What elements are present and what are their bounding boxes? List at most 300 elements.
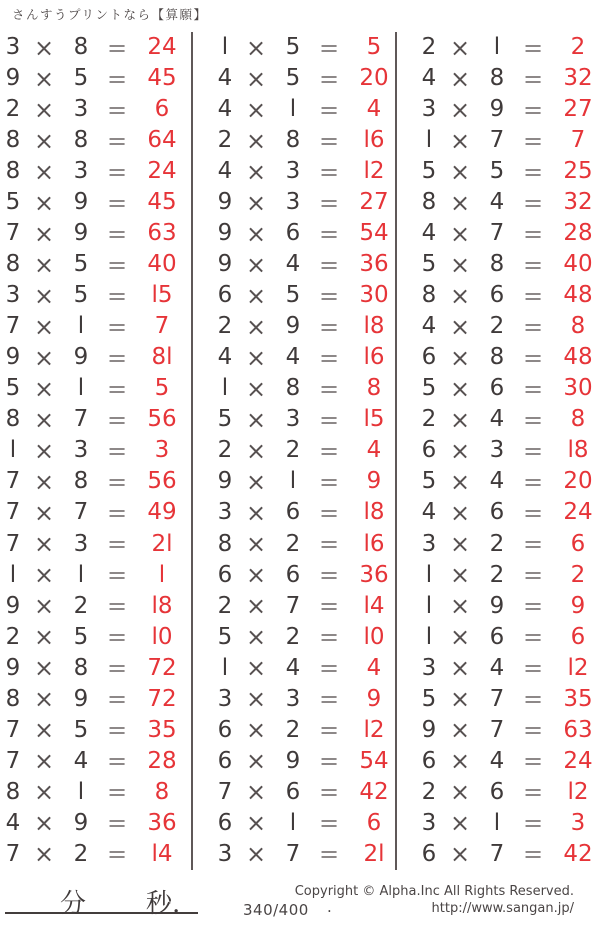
times-sign: × [449, 95, 471, 124]
operand-b: 6 [285, 778, 301, 805]
operand-b: 5 [285, 34, 301, 61]
operand-b: 4 [285, 344, 301, 371]
operand-b: l [493, 34, 501, 61]
operand-b: 3 [73, 158, 89, 185]
times-sign: × [33, 250, 55, 279]
times-sign: × [449, 33, 471, 62]
answer: 45 [147, 65, 177, 92]
times-sign: × [33, 592, 55, 621]
times-sign: × [33, 623, 55, 652]
equals-sign: = [106, 219, 128, 248]
answer: 32 [563, 189, 593, 216]
operand-b: 2 [73, 840, 89, 867]
times-sign: × [245, 561, 267, 590]
answer: 2l [151, 530, 173, 557]
answer: 8 [570, 406, 586, 433]
answer: 2 [570, 561, 586, 588]
operand-a: 8 [5, 127, 21, 154]
operand-a: 7 [5, 313, 21, 340]
problem-row [397, 529, 600, 560]
times-sign: × [33, 498, 55, 527]
times-sign: × [245, 188, 267, 217]
operand-b: 4 [489, 654, 505, 681]
equals-sign: = [106, 312, 128, 341]
answer: 40 [147, 251, 177, 278]
times-sign: × [449, 778, 471, 807]
times-sign: × [33, 561, 55, 590]
operand-a: 2 [421, 34, 437, 61]
operand-b: l [77, 561, 85, 588]
equals-sign: = [106, 561, 128, 590]
problem-row [0, 342, 191, 373]
operand-b: 7 [285, 840, 301, 867]
times-sign: × [245, 716, 267, 745]
times-sign: × [245, 343, 267, 372]
problem-row [0, 808, 191, 839]
operand-b: 7 [489, 220, 505, 247]
operand-b: 8 [489, 251, 505, 278]
equals-sign: = [522, 778, 544, 807]
answer: 35 [147, 716, 177, 743]
problem-row [0, 746, 191, 777]
times-sign: × [33, 809, 55, 838]
operand-b: l [77, 778, 85, 805]
problem-row [397, 311, 600, 342]
times-sign: × [245, 436, 267, 465]
answer: 6 [154, 96, 170, 123]
operand-a: 4 [421, 313, 437, 340]
operand-b: l [289, 809, 297, 836]
answer: 4 [366, 96, 382, 123]
operand-b: 3 [73, 96, 89, 123]
times-sign: × [33, 747, 55, 776]
times-sign: × [449, 623, 471, 652]
answer: l8 [567, 437, 589, 464]
times-sign: × [33, 33, 55, 62]
problem-row [397, 280, 600, 311]
operand-a: 5 [421, 468, 437, 495]
problem-row [397, 808, 600, 839]
equals-sign: = [318, 685, 340, 714]
problem-row [397, 156, 600, 187]
operand-a: 6 [217, 809, 233, 836]
answer: 8 [154, 778, 170, 805]
problem-row [0, 622, 191, 653]
operand-a: 4 [217, 96, 233, 123]
answer: 54 [359, 747, 389, 774]
copyright-text: Copyright © Alpha.Inc All Rights Reserved. [294, 884, 574, 899]
answer: 72 [147, 685, 177, 712]
operand-a: l [425, 561, 433, 588]
operand-b: 9 [73, 685, 89, 712]
answer: 24 [563, 747, 593, 774]
equals-sign: = [522, 809, 544, 838]
times-sign: × [33, 157, 55, 186]
times-sign: × [245, 685, 267, 714]
problem-row [193, 249, 395, 280]
answer: 32 [563, 65, 593, 92]
equals-sign: = [522, 436, 544, 465]
operand-a: 7 [5, 747, 21, 774]
equals-sign: = [318, 436, 340, 465]
problem-row [193, 653, 395, 684]
problem-row [0, 591, 191, 622]
equals-sign: = [106, 157, 128, 186]
answer: 25 [563, 158, 593, 185]
operand-a: 2 [217, 127, 233, 154]
operand-a: 9 [217, 220, 233, 247]
answer: 63 [147, 220, 177, 247]
times-sign: × [33, 840, 55, 869]
times-sign: × [245, 374, 267, 403]
equals-sign: = [522, 623, 544, 652]
operand-a: 2 [421, 406, 437, 433]
answer: 36 [359, 251, 389, 278]
operand-b: 8 [73, 468, 89, 495]
problem-row [0, 404, 191, 435]
operand-a: 5 [5, 375, 21, 402]
operand-a: 8 [5, 251, 21, 278]
answer: 6 [366, 809, 382, 836]
page-title: さんすうプリントなら【算願】 [12, 7, 208, 22]
answer: l2 [363, 716, 385, 743]
equals-sign: = [522, 716, 544, 745]
equals-sign: = [318, 747, 340, 776]
operand-a: 3 [421, 530, 437, 557]
times-sign: × [245, 654, 267, 683]
problem-row [397, 560, 600, 591]
answer: 20 [563, 468, 593, 495]
equals-sign: = [522, 840, 544, 869]
equals-sign: = [318, 778, 340, 807]
operand-b: 3 [73, 530, 89, 557]
problems-column-2 [191, 32, 397, 870]
times-sign: × [449, 219, 471, 248]
operand-a: 3 [421, 96, 437, 123]
answer: 3 [570, 809, 586, 836]
answer: 56 [147, 406, 177, 433]
problem-row [193, 404, 395, 435]
operand-b: 4 [489, 406, 505, 433]
equals-sign: = [318, 840, 340, 869]
problem-row [193, 94, 395, 125]
times-sign: × [449, 126, 471, 155]
operand-b: 7 [285, 592, 301, 619]
operand-b: 5 [73, 251, 89, 278]
times-sign: × [245, 623, 267, 652]
operand-a: 8 [5, 685, 21, 712]
answer: 35 [563, 685, 593, 712]
equals-sign: = [318, 312, 340, 341]
times-sign: × [245, 281, 267, 310]
equals-sign: = [318, 126, 340, 155]
operand-a: 6 [421, 437, 437, 464]
equals-sign: = [106, 685, 128, 714]
equals-sign: = [318, 374, 340, 403]
times-sign: × [449, 747, 471, 776]
times-sign: × [33, 64, 55, 93]
operand-a: 7 [5, 530, 21, 557]
operand-b: 4 [489, 468, 505, 495]
times-sign: × [449, 250, 471, 279]
answer: 9 [366, 685, 382, 712]
answer: 72 [147, 654, 177, 681]
equals-sign: = [318, 405, 340, 434]
equals-sign: = [106, 840, 128, 869]
times-sign: × [449, 654, 471, 683]
times-sign: × [245, 592, 267, 621]
equals-sign: = [318, 561, 340, 590]
answer: l4 [363, 592, 385, 619]
answer: l8 [151, 592, 173, 619]
problem-row [397, 249, 600, 280]
operand-b: 4 [285, 654, 301, 681]
equals-sign: = [106, 436, 128, 465]
operand-b: 9 [73, 344, 89, 371]
operand-a: 8 [5, 778, 21, 805]
operand-a: 2 [5, 623, 21, 650]
operand-a: 8 [5, 158, 21, 185]
operand-a: 9 [5, 654, 21, 681]
problem-row [0, 156, 191, 187]
operand-a: 4 [421, 499, 437, 526]
equals-sign: = [106, 654, 128, 683]
answer: 42 [359, 778, 389, 805]
operand-a: l [425, 623, 433, 650]
operand-b: 9 [73, 220, 89, 247]
answer: l5 [363, 406, 385, 433]
problem-row [193, 125, 395, 156]
operand-a: 2 [421, 778, 437, 805]
equals-sign: = [522, 747, 544, 776]
equals-sign: = [318, 33, 340, 62]
problem-row [193, 156, 395, 187]
equals-sign: = [318, 250, 340, 279]
answer: 48 [563, 282, 593, 309]
answer: 28 [563, 220, 593, 247]
answer: 45 [147, 189, 177, 216]
copyright-block [295, 884, 574, 917]
problem-row [397, 94, 600, 125]
times-sign: × [245, 778, 267, 807]
operand-a: 9 [217, 251, 233, 278]
times-sign: × [449, 64, 471, 93]
times-sign: × [33, 778, 55, 807]
operand-a: l [425, 127, 433, 154]
equals-sign: = [106, 809, 128, 838]
operand-b: 7 [489, 840, 505, 867]
equals-sign: = [106, 530, 128, 559]
equals-sign: = [106, 374, 128, 403]
times-sign: × [449, 716, 471, 745]
answer: 40 [563, 251, 593, 278]
equals-sign: = [106, 281, 128, 310]
operand-b: 7 [489, 716, 505, 743]
operand-b: 2 [285, 437, 301, 464]
problem-row [193, 560, 395, 591]
operand-b: 8 [285, 127, 301, 154]
operand-a: 3 [5, 34, 21, 61]
problem-row [0, 560, 191, 591]
times-sign: × [449, 405, 471, 434]
times-sign: × [245, 126, 267, 155]
operand-b: 6 [489, 778, 505, 805]
operand-a: 2 [217, 313, 233, 340]
operand-a: 4 [421, 220, 437, 247]
equals-sign: = [106, 747, 128, 776]
operand-a: 8 [421, 282, 437, 309]
operand-b: 6 [489, 282, 505, 309]
problem-row [0, 715, 191, 746]
problem-row [0, 311, 191, 342]
equals-sign: = [318, 654, 340, 683]
answer: l0 [363, 623, 385, 650]
equals-sign: = [106, 64, 128, 93]
answer: 54 [359, 220, 389, 247]
times-sign: × [449, 840, 471, 869]
answer: 5 [154, 375, 170, 402]
equals-sign: = [106, 95, 128, 124]
equals-sign: = [318, 809, 340, 838]
operand-b: 7 [73, 406, 89, 433]
equals-sign: = [106, 498, 128, 527]
answer: 7 [570, 127, 586, 154]
page-number: 340/400 [243, 901, 309, 919]
operand-b: 6 [285, 220, 301, 247]
problem-row [397, 373, 600, 404]
answer: 56 [147, 468, 177, 495]
problem-row [193, 529, 395, 560]
equals-sign: = [522, 685, 544, 714]
equals-sign: = [318, 716, 340, 745]
problem-row [397, 746, 600, 777]
operand-b: 3 [285, 158, 301, 185]
answer: 27 [359, 189, 389, 216]
operand-b: 4 [489, 747, 505, 774]
problem-row [193, 808, 395, 839]
problem-row [193, 311, 395, 342]
problems-column-1 [0, 32, 191, 870]
equals-sign: = [522, 188, 544, 217]
operand-a: 2 [5, 96, 21, 123]
answer: 7 [154, 313, 170, 340]
times-sign: × [449, 157, 471, 186]
operand-a: 9 [5, 344, 21, 371]
problem-row [193, 622, 395, 653]
equals-sign: = [522, 312, 544, 341]
problem-row [193, 218, 395, 249]
answer: 2 [570, 34, 586, 61]
problem-row [397, 404, 600, 435]
equals-sign: = [522, 654, 544, 683]
operand-b: 6 [489, 499, 505, 526]
problem-row [0, 280, 191, 311]
operand-a: l [9, 437, 17, 464]
operand-b: 6 [285, 499, 301, 526]
times-sign: × [33, 343, 55, 372]
operand-b: l [77, 375, 85, 402]
operand-b: 8 [489, 65, 505, 92]
operand-a: 3 [217, 840, 233, 867]
operand-a: 5 [421, 375, 437, 402]
times-sign: × [33, 654, 55, 683]
problem-row [0, 777, 191, 808]
problem-row [397, 839, 600, 870]
operand-b: 5 [73, 282, 89, 309]
answer: 5 [366, 34, 382, 61]
times-sign: × [245, 64, 267, 93]
problem-row [193, 63, 395, 94]
operand-a: 7 [5, 220, 21, 247]
equals-sign: = [522, 157, 544, 186]
answer: 9 [570, 592, 586, 619]
operand-a: 3 [421, 654, 437, 681]
problem-row [193, 187, 395, 218]
operand-a: 6 [217, 747, 233, 774]
equals-sign: = [318, 64, 340, 93]
operand-a: 4 [5, 809, 21, 836]
equals-sign: = [318, 95, 340, 124]
equals-sign: = [522, 374, 544, 403]
answer: l4 [151, 840, 173, 867]
equals-sign: = [318, 188, 340, 217]
problem-row [397, 125, 600, 156]
problem-row [0, 684, 191, 715]
times-sign: × [33, 436, 55, 465]
problem-row [193, 373, 395, 404]
answer: l8 [363, 499, 385, 526]
times-sign: × [33, 685, 55, 714]
site-url: http://www.sangan.jp/ [431, 900, 574, 916]
answer: 8l [151, 344, 173, 371]
answer: l6 [363, 530, 385, 557]
equals-sign: = [522, 126, 544, 155]
problem-row [193, 839, 395, 870]
equals-sign: = [106, 250, 128, 279]
operand-b: 6 [285, 561, 301, 588]
problem-row [397, 187, 600, 218]
operand-b: 9 [73, 189, 89, 216]
operand-a: l [221, 654, 229, 681]
problem-row [193, 342, 395, 373]
equals-sign: = [522, 95, 544, 124]
equals-sign: = [106, 778, 128, 807]
answer: 36 [147, 809, 177, 836]
operand-a: l [9, 561, 17, 588]
answer: l6 [363, 344, 385, 371]
problem-row [0, 187, 191, 218]
equals-sign: = [318, 467, 340, 496]
operand-b: 8 [73, 654, 89, 681]
operand-b: 3 [73, 437, 89, 464]
times-sign: × [33, 374, 55, 403]
times-sign: × [33, 716, 55, 745]
operand-a: 5 [217, 623, 233, 650]
times-sign: × [245, 95, 267, 124]
answer: 27 [563, 96, 593, 123]
problem-row [397, 684, 600, 715]
operand-a: 7 [5, 468, 21, 495]
times-sign: × [245, 840, 267, 869]
equals-sign: = [522, 530, 544, 559]
answer: 24 [147, 158, 177, 185]
problem-row [0, 435, 191, 466]
answer: 4 [366, 654, 382, 681]
problem-row [0, 373, 191, 404]
operand-b: 7 [489, 127, 505, 154]
problem-row [397, 218, 600, 249]
times-sign: × [449, 530, 471, 559]
